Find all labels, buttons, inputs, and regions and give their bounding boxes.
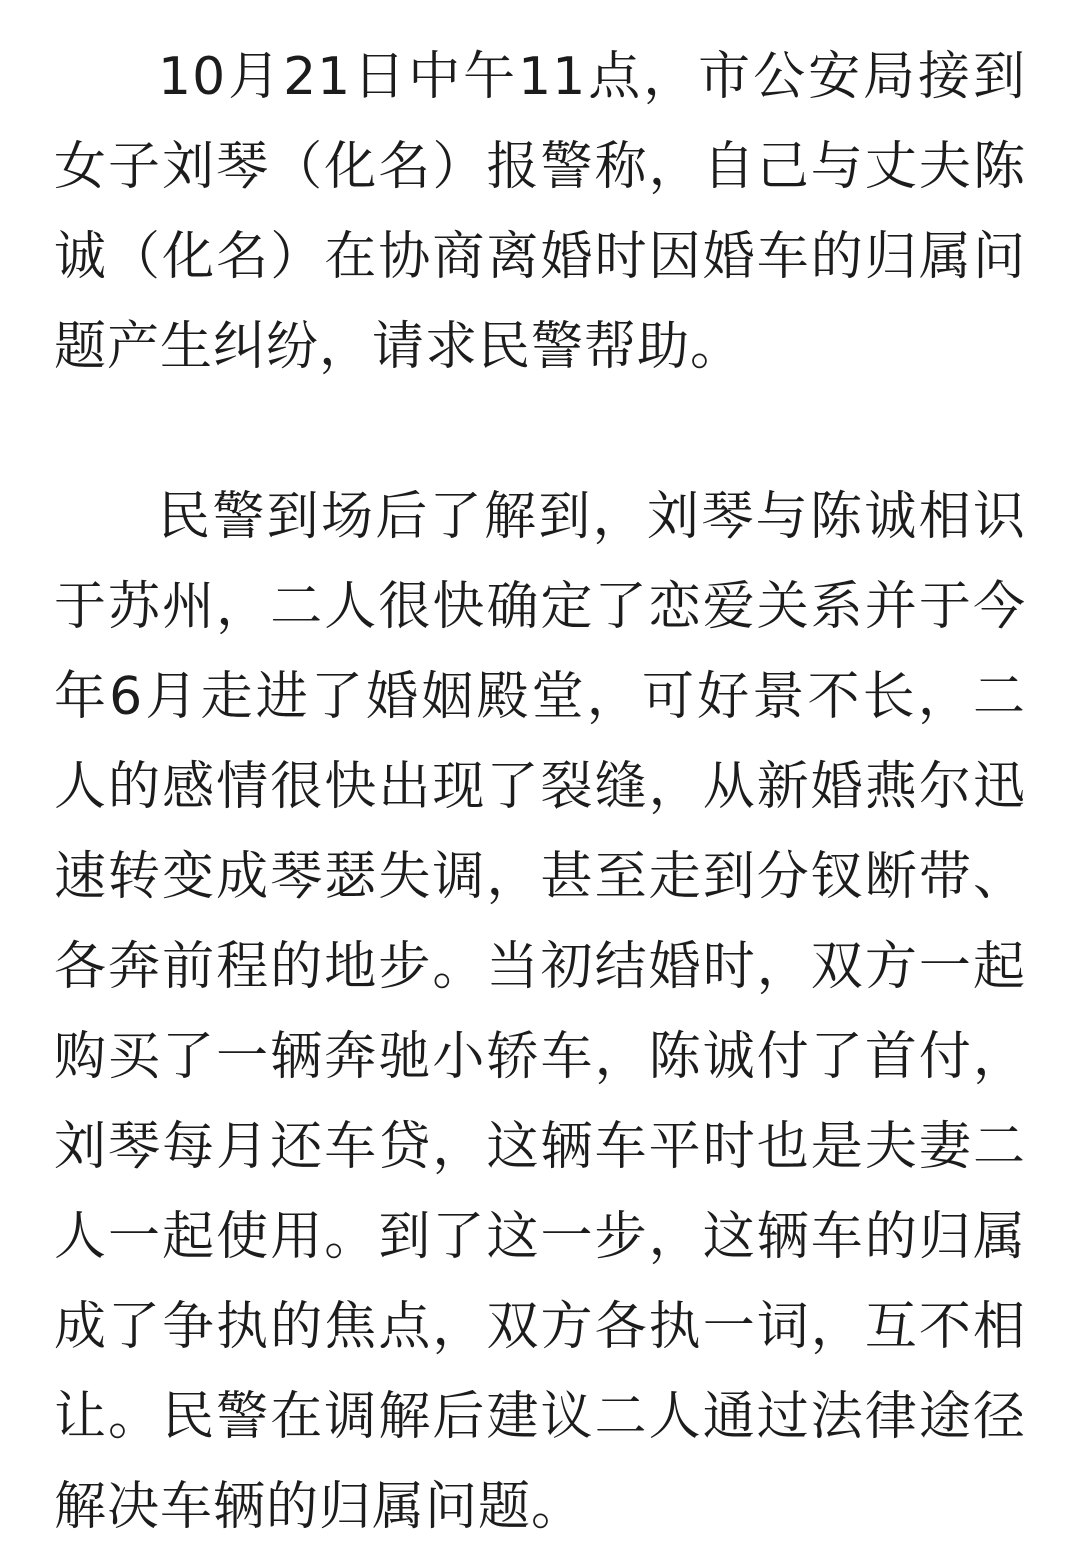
paragraph-investigation: 民警到场后了解到，刘琴与陈诚相识于苏州，二人很快确定了恋爱关系并于今年6月走进了婚姻殿堂，可好景不长，二人的感情很快出现了裂缝，从新婚燕尔迅速转变成琴瑟失调，甚至走到分钗断带、各奔前程的地步。当初结婚时，双方一起购买了一辆奔驰小轿车，陈诚付了首付，刘琴每月还车贷，这辆车平时也是夫妻二人一起使用。到了这一步，这辆车的归属成了争执的焦点，双方各执一词，互不相让。民警在调解后建议二人通过法律途径解决车辆的归属问题。 xyxy=(54,487,1026,1537)
article-body xyxy=(54,32,1026,1552)
paragraph-report: 10月21日中午11点，市公安局接到女子刘琴（化名）报警称，自己与丈夫陈诚（化名）在协商离婚时因婚车的归属问题产生纠纷，请求民警帮助。 xyxy=(54,47,1026,377)
